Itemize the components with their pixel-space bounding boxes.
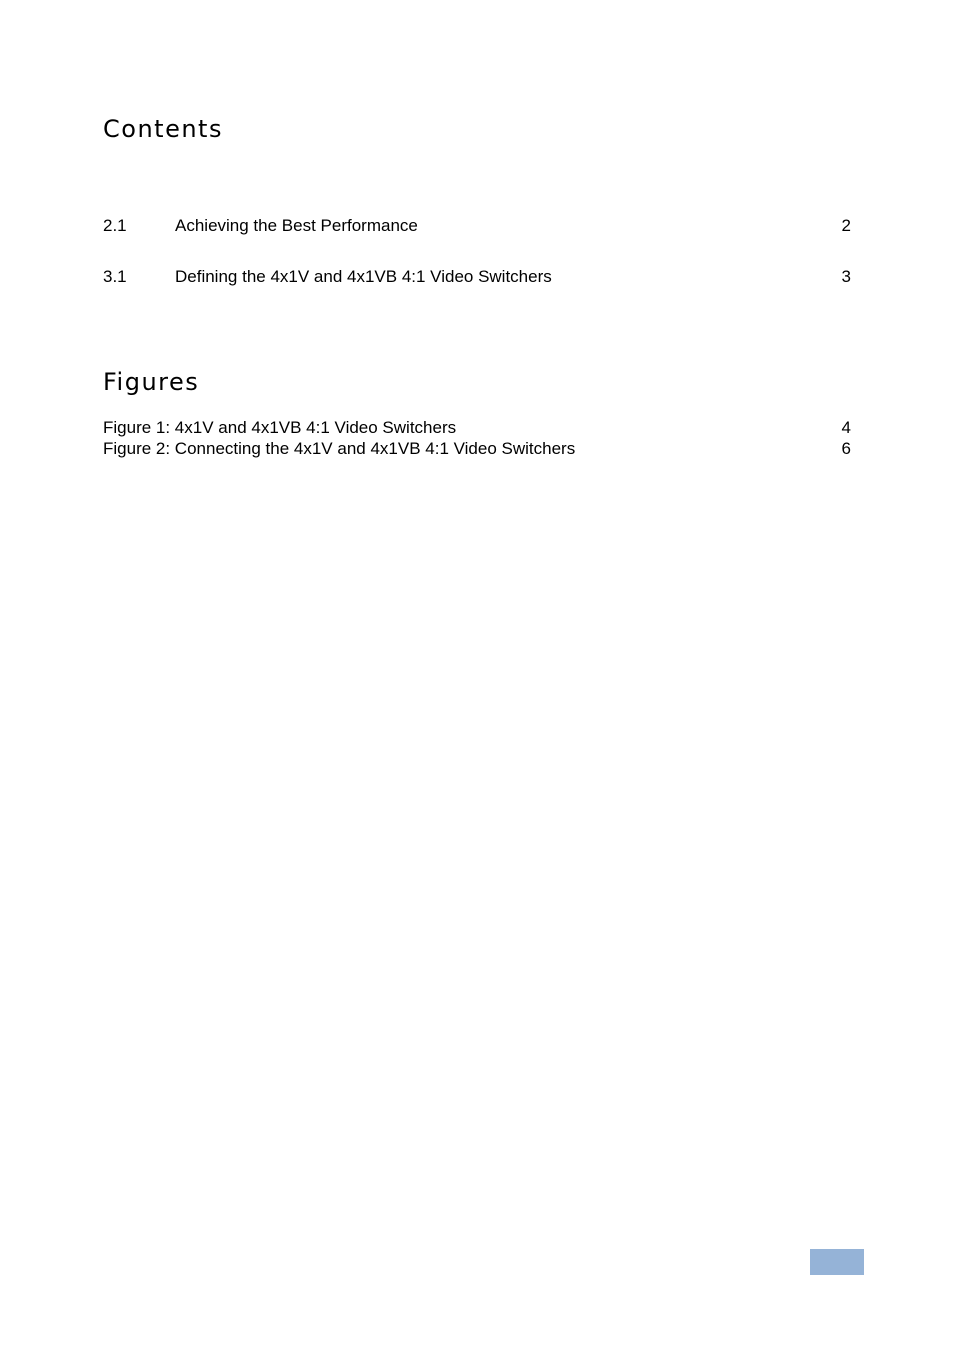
figure-entry-page: 4 [841,418,851,437]
figure-entry-title[interactable]: Figure 2: Connecting the 4x1V and 4x1VB 4:1 Video Switchers [103,439,576,458]
figure-entry[interactable] [103,417,851,438]
toc-entry-page: 2 [841,216,851,235]
toc-entry-page: 3 [841,267,851,286]
figure-entry[interactable] [103,438,851,459]
toc-entry[interactable] [103,266,851,288]
figure-entry-page: 6 [841,439,851,458]
toc-entry-title[interactable]: Defining the 4x1V and 4x1VB 4:1 Video Switchers [175,267,552,286]
toc-entry-title[interactable]: Achieving the Best Performance [175,216,418,235]
toc-entry-number: 2.1 [103,216,127,235]
toc-entry[interactable] [103,215,851,237]
figure-entry-title[interactable]: Figure 1: 4x1V and 4x1VB 4:1 Video Switchers [103,418,457,437]
contents-heading: Contents [103,115,223,143]
page-number-tab [810,1249,864,1275]
toc-entry-number: 3.1 [103,267,127,286]
figures-heading: Figures [103,368,200,396]
